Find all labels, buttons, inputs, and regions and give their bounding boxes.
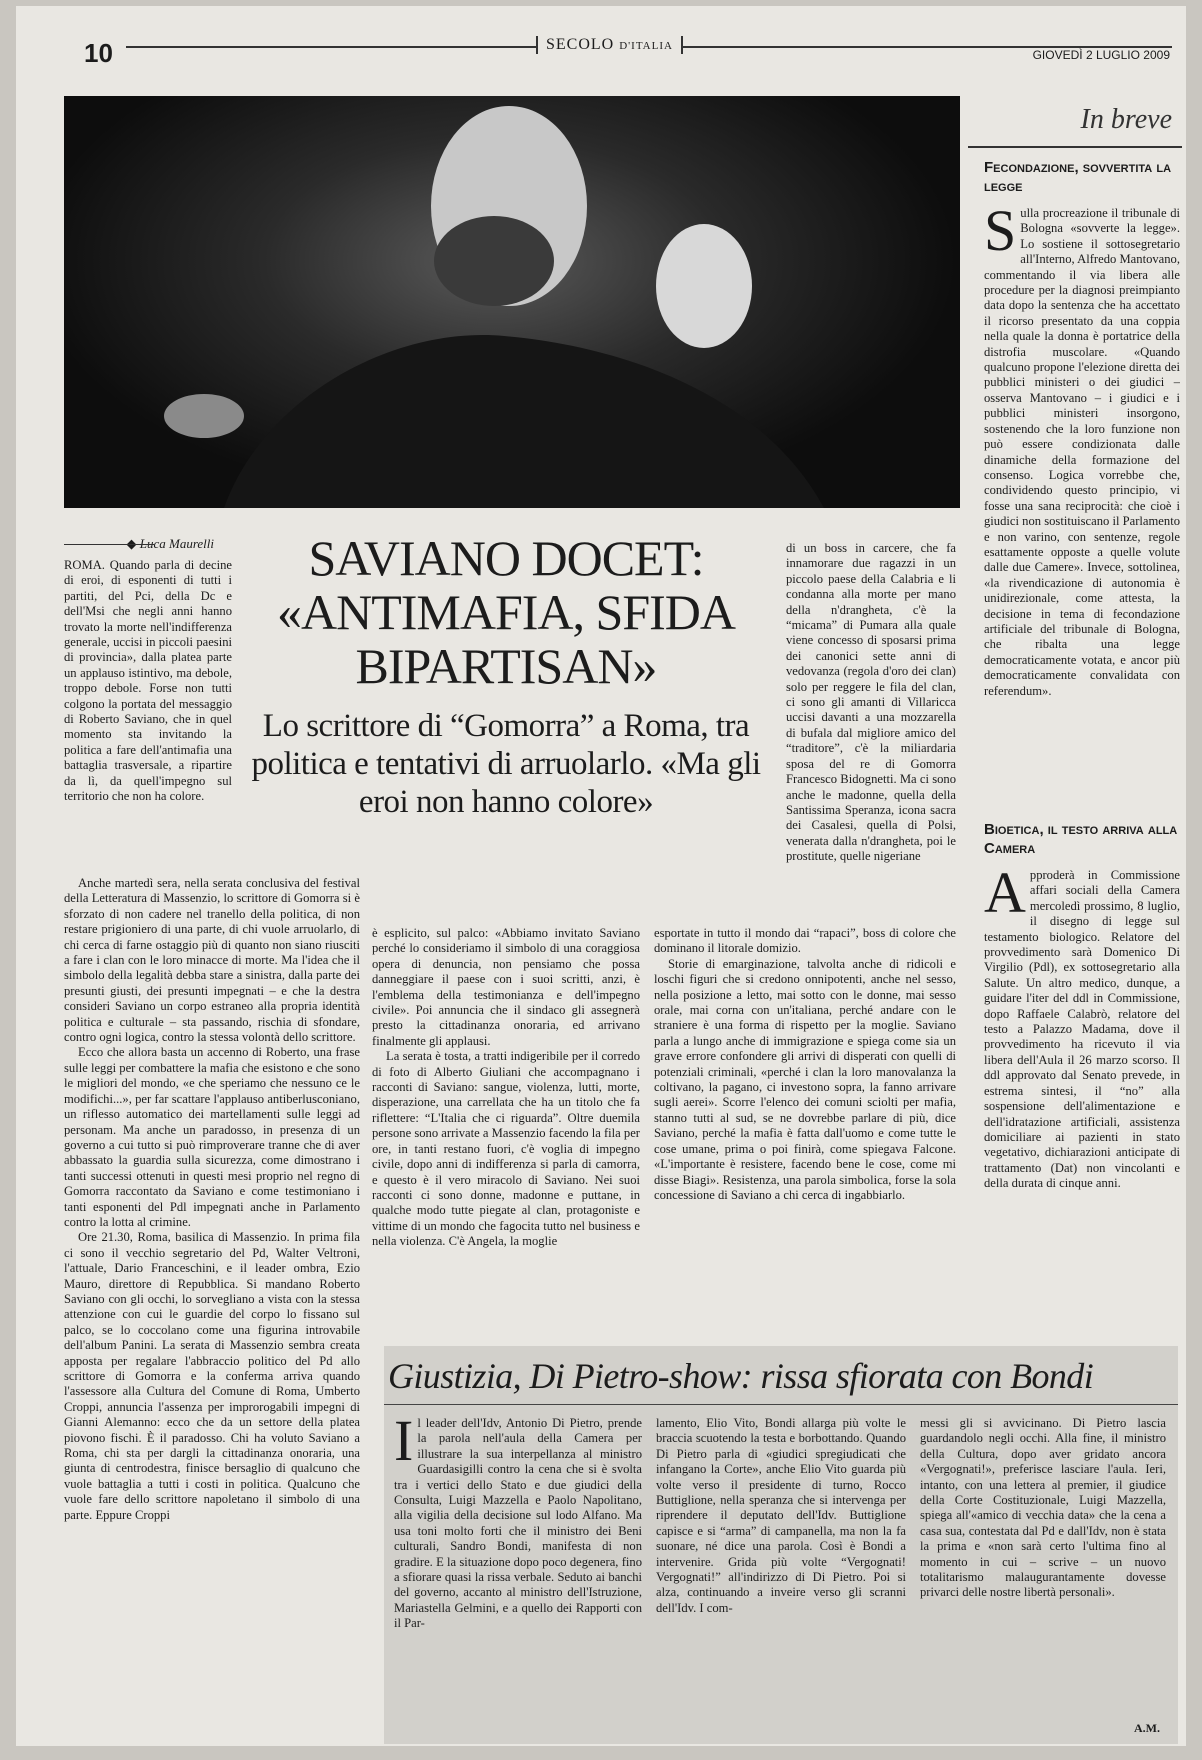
photo-shirt <box>224 335 824 508</box>
brief-1-text: ulla procreazione il tribunale di Bologna «sovverte la legge». Lo sostiene il sottosegretario all'Interno, Alfredo Mantovano, commentando il via libera alle procedure per la diagnosi preimpianto data dopo la sentenza che ha accettato il ricorso presentato da una coppia nella quale la donna è portatrice della distrofia muscolare. «Quando qualcuno propone l'elezione diretta dei pubblici ministeri o dei giudici – osserva Mantovano – i giudici e i pubblici ministeri insorgono, sostenendo che la loro funzione non può essere condizionata dalle dinamiche della formazione del consenso. Logica vorrebbe che, condividendo questo principio, vi fosse una sana reciprocità: che cioè i giudici non sostituiscano il Parlamento e non varino, con sentenze, regole esattamente opposte a quelle volute dalle due Camere». Invece, sottolinea, «la rivendicazione di autonomia è unidirezionale, come attesta, la decisione in tema di fecondazione artificiale del tribunale di Bologna, che ribalta una legge democraticamente votata, e ancor più democraticamente convalidata con referendum». <box>984 206 1180 698</box>
paragraph: è esplicito, sul palco: «Abbiamo invitato Saviano perché lo consideriamo il simbolo di una coraggiosa opera di denuncia, non pensiamo che possa danneggiare il paese con i suoi scritti, anzi, è l'emblema della testimonianza e dell'impegno civile». Poi annuncia che il sindaco gli assegnerà presto la cittadinanza onoraria, ed arrivano finalmente gli applausi. <box>372 926 640 1048</box>
paragraph: Ecco che allora basta un accenno di Roberto, una frase sulle leggi per combattere la mafia che esistono e che sono le migliori del mondo, «e che speriamo che nessuno ce le modifichi...», per far scattare l'applauso antiberlusconiano, un riflesso automatico dei martellamenti sulle leggi ad personam. Ma anche un paradosso, in presenza di un governo a cui tutto si può rimproverare tranne che di aver abbassato la guardia sulla sicurezza, come dimostrano i tanti successi ottenuti in questi mesi proprio nel regno di Gomorra raccontato da Saviano e come testimoniano i tanti esponenti del Pdl impegnati anche in Parlamento contro la lotta al crimine. <box>64 1045 360 1229</box>
box-column-3 <box>920 1416 1166 1716</box>
brief-1-body <box>984 206 1180 806</box>
giustizia-headline: Giustizia, Di Pietro-show: rissa sfiorata con Bondi <box>388 1356 1094 1396</box>
paragraph: ROMA. Quando parla di decine di eroi, di esponenti di tutti i partiti, del Pci, della Dc e dell'Msi che negli anni hanno trovato la morte nell'indifferenza generale, uccisi in piccoli paesini di provincia», dalla platea parte un applauso istintivo, ma debole, troppo debole. Forse non tutti colgono la portata del messaggio di Roberto Saviano, che in quel momento sta invitando la politica a fare dell'antimafia una battaglia trasversale, a ripartire da lì, da quell'impegno sul territorio che non ha colore. <box>64 558 232 804</box>
box-text-3: messi gli si avvicinano. Di Pietro lascia guardandolo negli occhi. Alla fine, il ministro della Cultura, dopo aver gridato ancora «Vergognati!», preferisce lasciare l'aula. Ieri, intanto, con una lettera al premier, il giudice della Corte Costituzionale, Luigi Mazzella, spiega all'«amico di vecchia data» che la cena a casa sua, contestata dal Pd e dall'Idv, non è stata la prima e «non sarà certo l'ultima fino al momento in cui – scrive – un nuovo totalitarismo malaugurantamente dovesse privarci delle nostre libertà personali». <box>920 1416 1166 1600</box>
column-4 <box>654 926 956 1338</box>
brief-2-title: Bioetica, il testo arriva alla Camera <box>984 821 1178 857</box>
in-breve-label: In breve <box>1080 104 1172 135</box>
brief-2-text: pproderà in Commissione affari sociali della Camera mercoledì prossimo, 8 luglio, il disegno di legge sul testamento biologico. Relatore del provvedimento sarà Domenico Di Virgilio (Pdl), ex sottosegretario alla Salute. Un altro medico, dunque, a guidare l'iter del ddl in Commissione, dopo Raffaele Calabrò, relatore del testo a Palazzo Madama, dove il provvedimento ha ricevuto il via libera dell'Aula il 26 marzo scorso. Il ddl approvato dal Senato prevede, in estrema sintesi, il “no” alla sospensione dell'alimentazione e dell'idratazione artificiali, assistenza domiciliare ai pazienti in stato vegetativo, dichiarazioni anticipate di trattamento (Dat) non vincolanti e della durata di cinque anni. <box>984 868 1180 1191</box>
column-1-lower <box>64 876 360 1744</box>
paragraph: di un boss in carcere, che fa innamorare due ragazzi in un piccolo paese della Calabria e li condanna alla morte per mano della n'drangheta, c'è la “micama” di Pumara alla quale viene concesso di sposarsi prima dei canonici sette anni di vedovanza (regola d'oro dei clan) solo per reggere le fila del clan, ci sono gli amanti di Villaricca uccisi davanti a una mozzarella di bufala dal migliore amico del “traditore”, c'è la miliardaria sposa del re di Gomorra Francesco Bidognetti. Ma ci sono anche le madonne, quella della Santissima Speranza, icona sacra dei Casalesi, quella di Polsi, venerata dalla n'drangheta, poi le prostitute, quelle nigeriane <box>786 541 956 864</box>
byline-author: Luca Maurelli <box>139 536 214 551</box>
headline: SAVIANO DOCET: «ANTIMAFIA, SFIDA BIPARTISAN» <box>276 530 736 694</box>
photo-illustration <box>64 96 960 508</box>
photo-fist <box>656 224 752 348</box>
byline: ◆ Luca Maurelli <box>64 536 214 552</box>
signature: A.M. <box>1134 1721 1160 1735</box>
box-rule <box>384 1404 1178 1405</box>
column-3 <box>786 541 956 921</box>
paragraph: La serata è tosta, a tratti indigeribile per il corredo di foto di Alberto Giuliani che accompagnano i racconti di Saviano: sangue, violenza, lutti, morte, disperazione, una carrellata che ha un titolo che fa riflettere: “L'Italia che ci riguarda”. Oltre duemila persone sono arrivate a Massenzio facendo la fila per ore, in tanti restano fuori, c'è voglia di impegno civile, dopo anni di indifferenza si parla di camorra, e questo è il vero miracolo di Saviano. Nei suoi racconti ci sono donne, madonne e puttane, in qualche modo tutte piegate al clan, protagoniste e vittime di un mondo che fagocita tutto nel business e nella violenza. C'è Angela, la moglie <box>372 1049 640 1249</box>
masthead <box>536 36 683 54</box>
box-column-1 <box>394 1416 642 1736</box>
headline-block <box>246 531 766 821</box>
article-photo <box>64 96 960 508</box>
column-1 <box>64 558 232 868</box>
in-breve-sidebar <box>968 96 1182 1326</box>
photo-beard <box>434 216 554 306</box>
drop-cap: I <box>394 1416 414 1473</box>
subheadline: Lo scrittore di “Gomorra” a Roma, tra politica e tentativi di arruolarlo. «Ma gli eroi non hanno colore» <box>251 708 761 820</box>
drop-cap: A <box>984 868 1026 925</box>
paragraph: Ore 21.30, Roma, basilica di Massenzio. In prima fila ci sono il vecchio segretario del Pd, Walter Veltroni, l'attuale, Dario Franceschini, e il leader ombra, Ezio Mauro, direttore di Repubblica. Si mandano Roberto Saviano con gli occhi, lo sorvegliano a vista con la stessa attenzione con cui le guardie del corpo lo fissano sul palco, se lo coccolano come una figurina introvabile dell'album Panini. La serata di Massenzio sembra creata apposta per regalare l'abbraccio politico del Pd allo scrittore di Gomorra e la conferma arriva quando l'assessore alla Cultura del Comune di Roma, Umberto Croppi, annuncia l'assenza per improrogabili impegni di Gianni Alemanno: ecco che da un settore della platea piovono fischi. È il paradosso. Chi ha voluto Saviano a Roma, chi sta per dargli la cittadinanza onoraria, una giunta di centrodestra, finisce bersaglio di qualcuno che vuole battaglia a tutti i costi in politica. Qualcuno che vuole fare dello scrittore napoletano il simbolo di una parte. Eppure Croppi <box>64 1230 360 1522</box>
column-2 <box>372 926 640 1338</box>
masthead-small: D'ITALIA <box>619 40 673 52</box>
box-text-1: l leader dell'Idv, Antonio Di Pietro, prende la parola nell'aula della Camera per illustrare la sua interpellanza al ministro Guardasigilli contro la cena che si è svolta tra i vertici dello Stato e due giudici della Consulta, Luigi Mazzella e Paolo Napolitano, alla vigilia della decisione sul lodo Alfano. Ma usa toni molto forti che il ministro dei Beni culturali, Sandro Bondi, manifesta di non gradire. E la situazione dopo poco degenera, fino a sfiorare quasi la rissa verbale. Seduto ai banchi del governo, accanto al ministro dell'Istruzione, Mariastella Gelmini, e a quello dei Rapporti con il Par- <box>394 1416 642 1631</box>
page-number: 10 <box>84 38 113 68</box>
drop-cap: S <box>984 206 1017 263</box>
masthead-main: SECOLO <box>546 36 615 53</box>
paragraph: Anche martedì sera, nella serata conclusiva del festival della Letteratura di Massenzio, lo scrittore di Gomorra si è sforzato di non cadere nel tranello della politica, di non restare prigioniero di una parte, di chi vuole arruolarlo, di chi cerca di farne ostaggio più di quanto non siano riusciti a fare i clan con le loro minacce di morte. Ma l'idea che il simbolo della legalità debba stare a sinistra, dalla parte dei presunti giusti, dei presunti impegnati – e che la destra consideri Saviano un corpo estraneo alla propria identità politica e culturale – sta passando, rischia di sfondare, contro ogni logica, contro la stessa volontà dello scrittore. <box>64 876 360 1045</box>
brief-2-body <box>984 868 1180 1326</box>
paragraph: esportate in tutto il mondo dai “rapaci”, boss di colore che dominano il litorale domizio. <box>654 926 956 956</box>
newspaper-page <box>16 6 1186 1746</box>
photo-hand <box>164 394 244 438</box>
paragraph: Storie di emarginazione, talvolta anche di ridicoli e loschi figuri che si credono onnipotenti, anche nel sesso, nella posizione a letto, mai sotto con le donne, mai sesso orale, mai corna con un'italiana, perché andare con le straniere è una forma di rispetto per la moglie. Saviano parla a lungo anche di immigrazione e spiega come sia un grave errore confondere gli arrivi di disperati con quelli di potenziali criminali, «perché i clan la loro manovalanza la coltivano, la pagano, ci investono sopra, la fanno arrivare sugli aerei». Scorre l'elenco dei comuni sciolti per mafia, stanno tutti al sud, se ne dovrebbe parlare di più, dice Saviano, perché la mafia è fatta dall'uomo e come tutte le cose umane, prima o poi finirà, come spiegava Falcone. «L'importante è resistere, facendo bene le cose, come mi disse Biagi». Resistenza, una parola simbolica, forse la sola concessione di Saviano a chi cerca di ingabbiarlo. <box>654 956 956 1202</box>
box-column-2 <box>656 1416 906 1736</box>
sidebar-rule <box>968 146 1182 148</box>
box-text-2: lamento, Elio Vito, Bondi allarga più volte le braccia scuotendo la testa e borbottando. Quando Di Pietro parla di «giudici spregiudicati che infangano la Corte», anche Elio Vito guarda più volte verso il presidente di turno, Rocco Buttiglione, nella speranza che si intervenga per riprendere il deputato dell'Idv. Buttiglione capisce e si “arma” di campanella, ma non la fa suonare, né dice una parola. Così è Bondi a intervenire. Grida più volte “Vergognati! Vergognati!” all'indirizzo di Di Pietro. Poi si alza, continuando a inveire verso gli scranni dell'Idv. I com- <box>656 1416 906 1615</box>
issue-date: GIOVEDÌ 2 LUGLIO 2009 <box>1032 48 1170 62</box>
page-header <box>66 36 1178 70</box>
brief-1-title: Fecondazione, sovvertita la legge <box>984 159 1172 195</box>
